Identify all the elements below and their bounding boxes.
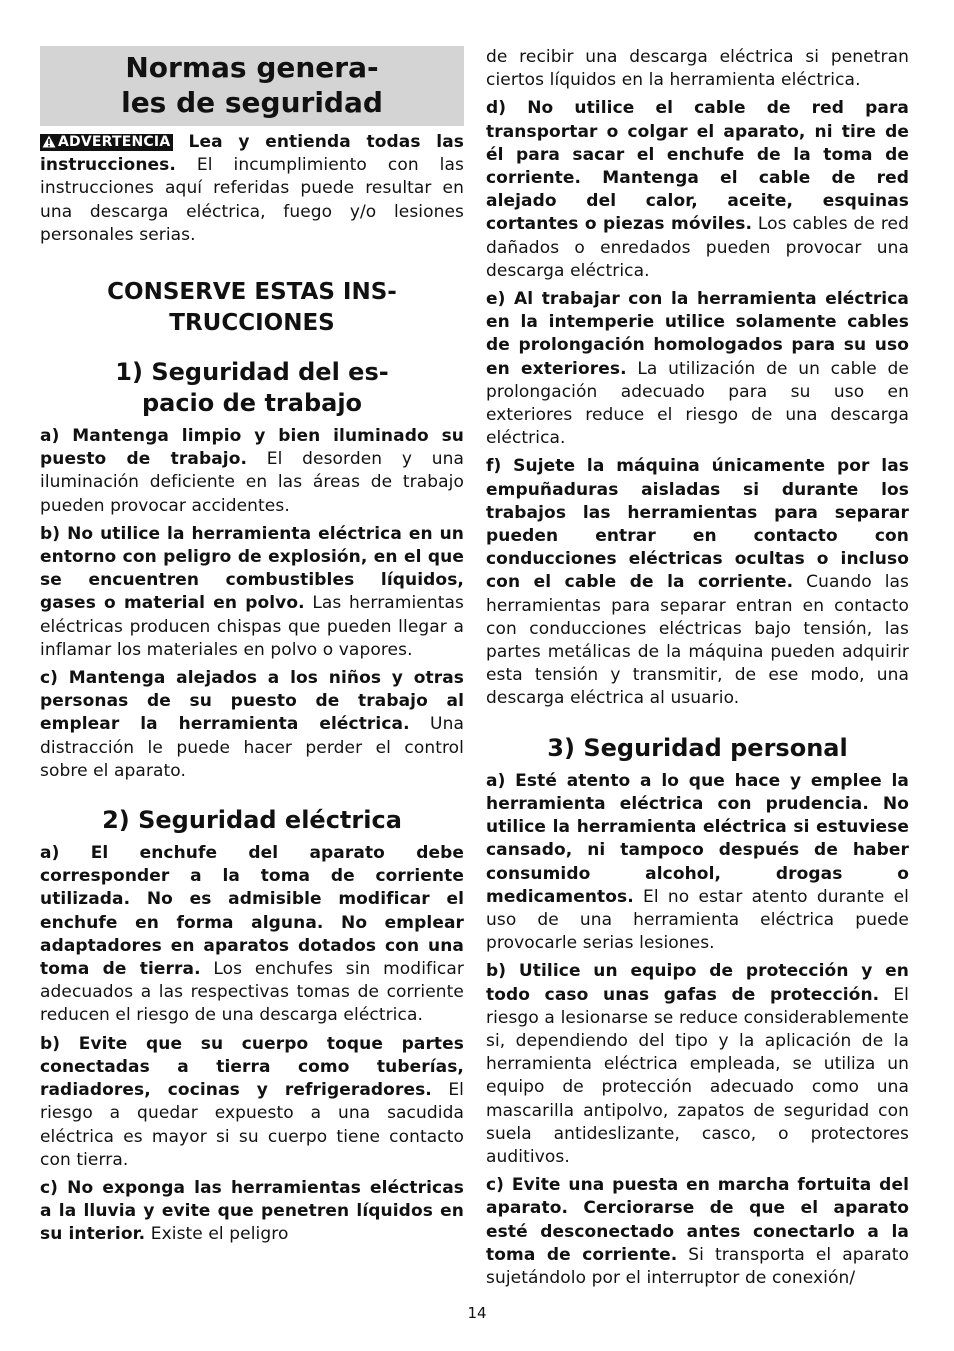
- section1-heading-line1: 1) Seguridad del es-: [115, 358, 389, 387]
- s1-item-a: [40, 425, 464, 518]
- s2-item-a-bold: a) El enchufe del aparato debe corresponder a la toma de corriente utilizada. No es admisible modificar el enchufe en forma alguna. No emplear adaptadores en aparatos dotados con una toma de tierra.: [40, 843, 464, 980]
- s2-item-c: [40, 1177, 464, 1247]
- section1-heading-line2: pacio de trabajo: [141, 389, 363, 418]
- s2-item-e-text: La utilización de un cable de prolongación adecuado para su uso en exteriores reduce el riesgo de una descarga eléctrica.: [486, 358, 909, 449]
- s2-item-e: [486, 288, 909, 450]
- s2-item-f: [486, 455, 909, 710]
- s3-item-b: [486, 960, 909, 1169]
- s1-item-b-text: Las herramientas eléctricas producen chispas que pueden llegar a inflamar los materiales en polvo o vapores.: [40, 593, 464, 660]
- conserve-heading-line1: CONSERVE ESTAS INS-: [107, 279, 397, 306]
- s3-item-b-bold: b) Utilice un equipo de protección y en todo caso unas gafas de protección.: [486, 961, 909, 1005]
- s3-item-c: [486, 1174, 909, 1290]
- s2-item-c-bold: c) No exponga las herramientas eléctricas a la lluvia y evite que penetren líquidos en su interior.: [40, 1177, 464, 1245]
- s2-item-f-bold: f) Sujete la máquina únicamente por las empuñaduras aisladas si durante los trabajos las herramientas para separar pueden entrar en contacto con conducciones eléctricas ocultas o incluso con el cable de la corriente.: [486, 456, 909, 593]
- s2-item-b-bold: b) Evite que su cuerpo toque partes conectadas a tierra como tuberías, radiadores, cocinas y refrigeradores.: [40, 1033, 464, 1101]
- section2-heading: [40, 805, 464, 836]
- section2-heading-text: 2) Seguridad eléctrica: [102, 806, 402, 835]
- warning-badge-label: ADVERTENCIA: [58, 134, 171, 150]
- s1-item-a-bold: a) Mantenga limpio y bien iluminado su puesto de trabajo.: [40, 426, 464, 470]
- conserve-heading: [40, 277, 464, 339]
- left-column: [40, 46, 464, 1252]
- s2-item-c-text: Existe el peligro: [150, 1224, 289, 1245]
- s2-item-d: [486, 97, 909, 283]
- s2-item-a: [40, 842, 464, 1028]
- s2-item-e-bold: e) Al trabajar con la herramienta eléctrica en la intemperie utilice solamente cables de prolongación homologados para su uso en exteriores.: [486, 289, 909, 379]
- s2-item-b-text: El riesgo a quedar expuesto a una sacudida eléctrica es mayor si su cuerpo tiene contacto con tierra.: [40, 1080, 464, 1170]
- page-number: 14: [467, 1304, 487, 1322]
- section3-heading-text: 3) Seguridad personal: [547, 733, 848, 762]
- conserve-heading-line2: TRUCCIONES: [169, 310, 335, 337]
- s2-item-f-text: Cuando las herramientas para separar entran en contacto con conducciones eléctricas bajo tensión, las partes metálicas de la máquina pueden adquirir esta tensión y transmitir, de ese modo, una descarga eléctrica al usuario.: [486, 572, 909, 709]
- warning-text: El incumplimiento con las instrucciones aquí referidas puede resultar en una descarga eléctrica, fuego y/o lesiones personales serias.: [40, 155, 464, 245]
- s2-item-d-text: Los cables de red dañados o enredados pueden provocar una descarga eléctrica.: [486, 214, 909, 281]
- section1-heading: [40, 357, 464, 419]
- s1-item-c: [40, 667, 464, 783]
- s1-item-b-bold: b) No utilice la herramienta eléctrica en un entorno con peligro de explosión, en el que se encuentren combustibles líquidos, gases o material en polvo.: [40, 523, 464, 614]
- s2-item-b: [40, 1033, 464, 1172]
- warning-triangle-icon: [42, 135, 56, 148]
- s1-item-a-text: El desorden y una iluminación deficiente en las áreas de trabajo pueden provocar accidentes.: [40, 449, 464, 516]
- s2-item-c-continued: [486, 46, 909, 92]
- s2-item-a-text: Los enchufes sin modificar adecuados a las respectivas tomas de corriente reducen el riesgo de una descarga eléctrica.: [40, 959, 464, 1026]
- s2-item-c-continued-text: de recibir una descarga eléctrica si penetran ciertos líquidos en la herramienta eléctrica.: [486, 47, 909, 91]
- page-title-line2: les de seguridad: [121, 86, 383, 119]
- warning-paragraph: [40, 131, 464, 247]
- s2-item-d-bold: d) No utilice el cable de red para transportar o colgar el aparato, ni tire de él para sacar el enchufe de la toma de corriente. Mantenga el cable de red alejado del calor, aceite, esquinas cortantes o piezas móviles.: [486, 98, 909, 235]
- page-title: [40, 46, 464, 126]
- page-title-line1: Normas genera-: [125, 51, 379, 84]
- warning-bold: Lea y entienda todas las instrucciones.: [40, 132, 464, 176]
- s1-item-c-bold: c) Mantenga alejados a los niños y otras personas de su puesto de trabajo al emplear la herramienta eléctrica.: [40, 668, 464, 735]
- s3-item-a-text: El no estar atento durante el uso de una herramienta eléctrica puede provocarle serias lesiones.: [486, 886, 909, 954]
- warning-badge: [40, 134, 173, 151]
- s3-item-b-text: El riesgo a lesionarse se reduce considerablemente si, dependiendo del tipo y la aplicación de la herramienta eléctrica empleada, se utiliza un equipo de protección adecuado como una mascarilla antipolvo, zapatos de seguridad con suela antideslizante, casco, o protectores auditivos.: [486, 984, 909, 1167]
- s1-item-b: [40, 523, 464, 662]
- s1-item-c-text: Una distracción le puede hacer perder el control sobre el aparato.: [40, 714, 464, 781]
- s3-item-a: [486, 770, 909, 956]
- s3-item-a-bold: a) Esté atento a lo que hace y emplee la herramienta eléctrica con prudencia. No utilice la herramienta eléctrica si estuviese cansado, ni tampoco después de haber consumido alcohol, drogas o medicamentos.: [486, 770, 909, 907]
- section3-heading: [486, 733, 909, 764]
- s3-item-c-text: Si transporta el aparato sujetándolo por el interruptor de conexión/: [486, 1244, 909, 1288]
- right-column: [486, 46, 909, 1295]
- s3-item-c-bold: c) Evite una puesta en marcha fortuita del aparato. Cerciorarse de que el aparato esté desconectado antes conectarlo a la toma de corriente.: [486, 1175, 909, 1265]
